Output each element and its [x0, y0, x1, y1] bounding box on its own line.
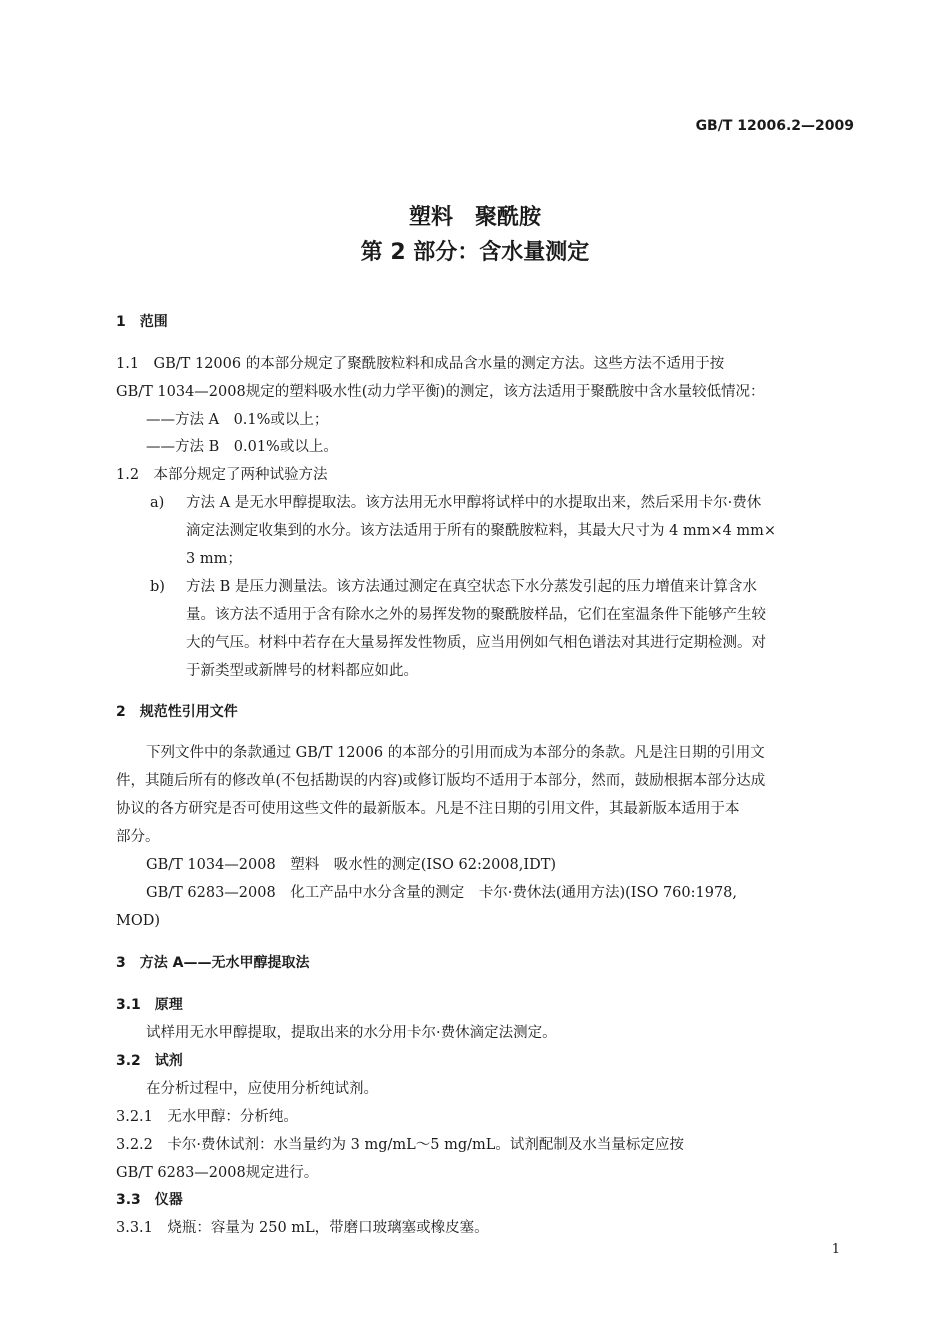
section-2-line-3: 协议的各方研究是否可使用这些文件的最新版本。凡是不注日期的引用文件，其最新版本适用于本: [116, 801, 740, 817]
item-a-label: a): [150, 495, 165, 511]
section-3-1-text: 试样用无水甲醇提取，提取出来的水分用卡尔·费休滴定法测定。: [146, 1025, 557, 1041]
standard-number: GB/T 12006.2—2009: [695, 118, 854, 134]
section-3-2-heading: 3.2 试剂: [116, 1053, 183, 1069]
method-a-range: ——方法 A 0.1%或以上；: [146, 412, 329, 428]
item-a-line-1: 方法 A 是无水甲醇提取法。该方法用无水甲醇将试样中的水提取出来，然后采用卡尔·费休: [186, 495, 762, 511]
section-3-3-1: 3.3.1 烧瓶：容量为 250 mL，带磨口玻璃塞或橡皮塞。: [116, 1220, 489, 1236]
reference-1: GB/T 1034—2008 塑料 吸水性的测定(ISO 62:2008,IDT): [146, 857, 557, 873]
section-2-heading: 2 规范性引用文件: [116, 704, 238, 720]
title-line-1: 塑料 聚酰胺: [408, 205, 541, 230]
item-b-line-3: 大的气压。材料中若存在大量易挥发性物质，应当用例如气相色谱法对其进行定期检测。对: [186, 635, 766, 651]
item-a-line-2: 滴定法测定收集到的水分。该方法适用于所有的聚酰胺粒料，其最大尺寸为 4 mm×4 mm×: [186, 523, 777, 539]
method-b-range: ——方法 B 0.01%或以上。: [146, 439, 338, 455]
para-1-1-line-2: GB/T 1034—2008规定的塑料吸水性(动力学平衡)的测定，该方法适用于聚酰胺中含水量较低情况：: [116, 384, 765, 400]
para-1-1-line-1: 1.1 GB/T 12006 的本部分规定了聚酰胺粒料和成品含水量的测定方法。这些方法不适用于按: [116, 356, 725, 372]
item-b-line-4: 于新类型或新牌号的材料都应如此。: [186, 663, 418, 679]
reference-2: GB/T 6283—2008 化工产品中水分含量的测定 卡尔·费休法(通用方法)(ISO 760:1978,: [146, 885, 738, 901]
section-3-3-heading: 3.3 仪器: [116, 1192, 183, 1208]
section-1-heading: 1 范围: [116, 314, 168, 330]
section-2-line-1: 下列文件中的条款通过 GB/T 12006 的本部分的引用而成为本部分的条款。凡是注日期的引用文: [146, 745, 765, 761]
item-b-line-2: 量。该方法不适用于含有除水之外的易挥发物的聚酰胺样品，它们在室温条件下能够产生较: [186, 607, 766, 623]
page-number: 1: [831, 1242, 840, 1257]
section-3-2-text: 在分析过程中，应使用分析纯试剂。: [146, 1081, 378, 1097]
section-3-heading: 3 方法 A——无水甲醇提取法: [116, 955, 310, 971]
reference-2-cont: MOD): [116, 913, 161, 929]
item-a-line-3: 3 mm；: [186, 551, 242, 567]
item-b-label: b): [150, 579, 165, 595]
item-b-line-1: 方法 B 是压力测量法。该方法通过测定在真空状态下水分蒸发引起的压力增值来计算含水: [186, 579, 757, 595]
section-3-2-2-line-1: 3.2.2 卡尔·费休试剂：水当量约为 3 mg/mL～5 mg/mL。试剂配制及水当量标定应按: [116, 1137, 684, 1153]
section-2-line-4: 部分。: [116, 829, 160, 845]
section-3-1-heading: 3.1 原理: [116, 997, 183, 1013]
title-line-2: 第 2 部分：含水量测定: [360, 240, 590, 265]
para-1-2: 1.2 本部分规定了两种试验方法: [116, 467, 328, 483]
section-2-line-2: 件，其随后所有的修改单(不包括勘误的内容)或修订版均不适用于本部分，然而，鼓励根据本部分达成: [116, 773, 766, 789]
section-3-2-2-line-2: GB/T 6283—2008规定进行。: [116, 1165, 319, 1181]
section-3-2-1: 3.2.1 无水甲醇：分析纯。: [116, 1109, 298, 1125]
